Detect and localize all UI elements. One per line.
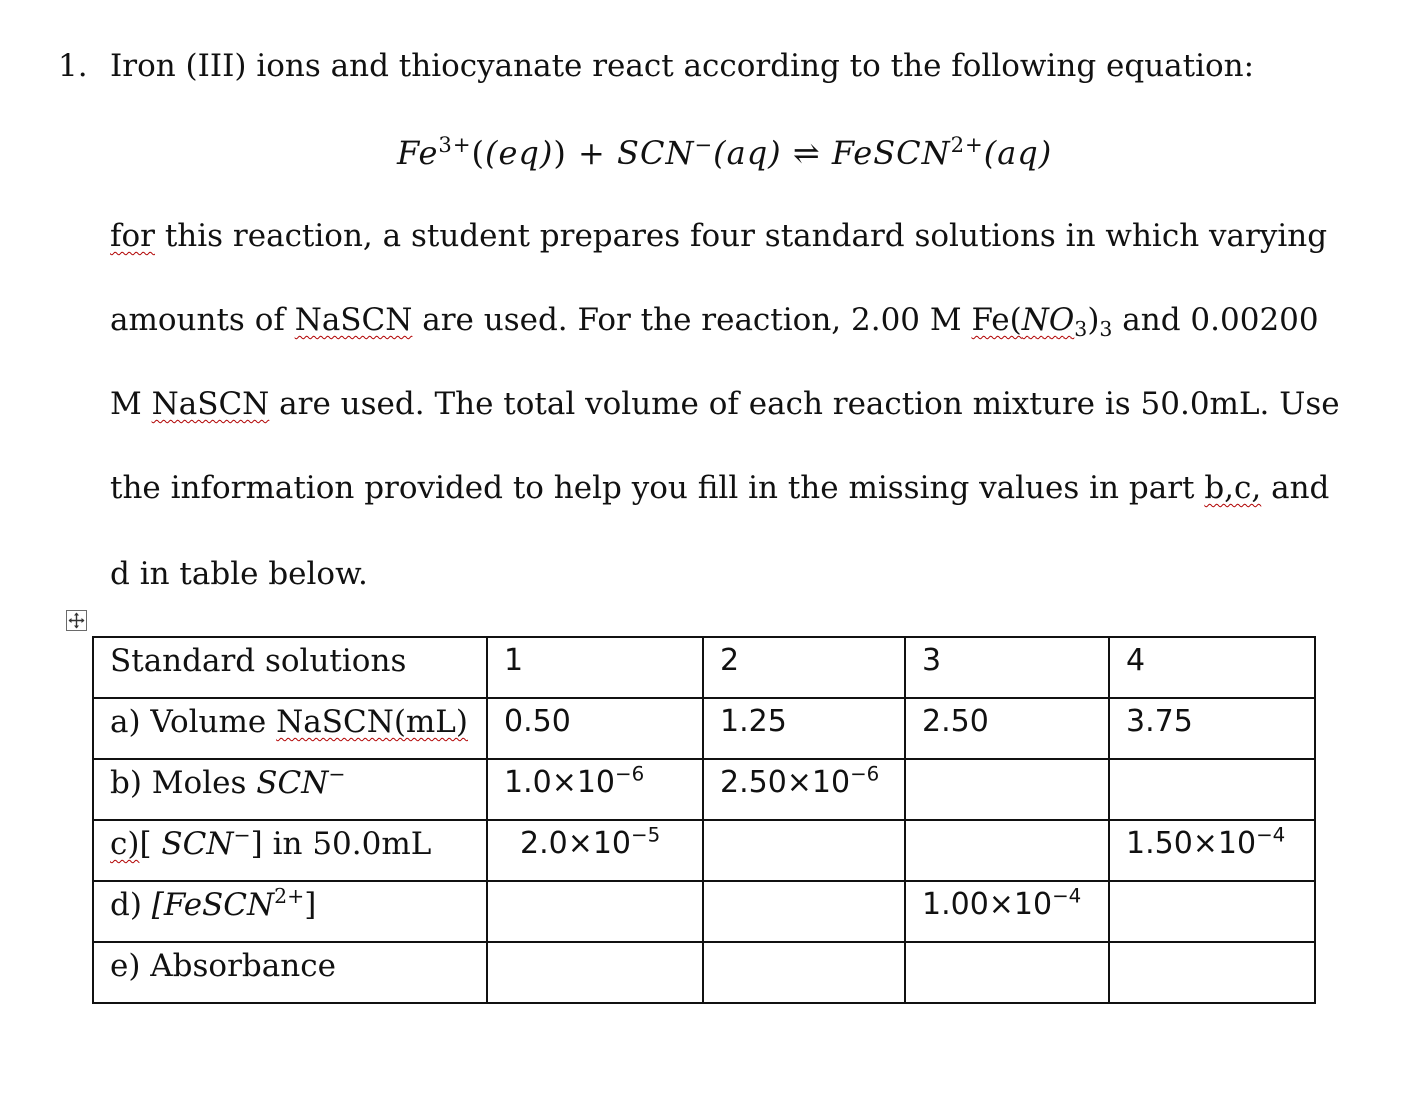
table-cell[interactable]: [93, 698, 487, 759]
row-d-label: [110, 882, 470, 921]
paragraph-line-3: [110, 386, 1340, 422]
paragraph-line-4: [110, 470, 1329, 506]
eq-equilibrium-arrow: ⇌: [792, 134, 821, 172]
row-c-label-bracket: [: [139, 826, 162, 862]
paragraph-line-5: d in table below.: [110, 556, 368, 592]
spell-flag-c: c): [110, 826, 140, 862]
table-cell[interactable]: [1109, 637, 1315, 698]
eq-fe-state: ((eq)): [471, 134, 567, 172]
row-b-value-1: [504, 760, 686, 798]
row-b-label-charge: −: [328, 762, 346, 787]
row-a-value-4: 3.75: [1126, 704, 1193, 739]
paragraph-line-2-c: are used. For the reaction, 2.00 M: [412, 302, 972, 338]
header-col-1: 1: [504, 643, 524, 678]
paragraph-line-1-text: this reaction, a student prepares four standard solutions in which varying: [154, 218, 1328, 254]
table-cell[interactable]: [905, 637, 1109, 698]
table-cell[interactable]: [703, 637, 905, 698]
row-b-value-2: [720, 760, 888, 798]
row-a-label-a: a) Volume: [110, 704, 277, 740]
table-cell[interactable]: [703, 698, 905, 759]
paragraph-line-3-a: M: [110, 386, 152, 422]
table-cell[interactable]: [905, 698, 1109, 759]
table-cell[interactable]: [93, 637, 487, 698]
paragraph-line-4-c: and: [1261, 470, 1330, 506]
table-cell[interactable]: [703, 881, 905, 942]
row-c-value-4-exponent: −4: [1256, 823, 1286, 847]
row-c-label-charge: −: [233, 823, 251, 848]
table-row: [93, 637, 1315, 698]
row-b-label-scn: SCN: [256, 765, 329, 801]
fe-nitrate-fe: Fe(: [971, 302, 1022, 338]
paragraph-line-2-a: amounts of: [110, 302, 295, 338]
row-c-value-1-mantissa: 2.0×10: [520, 826, 632, 861]
table-cell[interactable]: [487, 698, 703, 759]
table-cell[interactable]: [703, 820, 905, 881]
table-cell[interactable]: [93, 881, 487, 942]
row-a-label: [110, 699, 470, 738]
standard-solutions-table: [92, 636, 1316, 1004]
eq-fe: Fe: [397, 134, 439, 172]
row-b-label: [110, 760, 470, 799]
row-d-label-a: d): [110, 887, 152, 923]
question-intro: Iron (III) ions and thiocyanate react according to the following equation:: [110, 48, 1255, 84]
row-d-value-3-exponent: −4: [1052, 884, 1082, 908]
table-cell[interactable]: [93, 759, 487, 820]
table-row: [93, 820, 1315, 881]
table-cell[interactable]: [703, 759, 905, 820]
question-number: 1.: [58, 48, 88, 84]
eq-scn-charge: −: [694, 131, 714, 157]
row-c-value-4-mantissa: 1.50×10: [1126, 826, 1257, 861]
table-cell[interactable]: [1109, 759, 1315, 820]
fe-nitrate-no: NO: [1021, 302, 1075, 338]
row-d-label-c: ]: [304, 887, 317, 923]
table-row: [93, 698, 1315, 759]
table-cell[interactable]: [93, 820, 487, 881]
table-row: [93, 881, 1315, 942]
table-cell[interactable]: [1109, 698, 1315, 759]
row-b-label-a: b) Moles: [110, 765, 257, 801]
table-move-handle-icon[interactable]: [66, 610, 87, 631]
row-c-value-1-exponent: −5: [631, 823, 661, 847]
paragraph-line-3-c: are used. The total volume of each reaction mixture is 50.0mL. Use: [269, 386, 1340, 422]
row-e-label: e) Absorbance: [110, 948, 336, 984]
spell-flag-nascn-1: NaSCN: [294, 302, 413, 338]
row-c-label: [110, 821, 470, 860]
table-cell[interactable]: [703, 942, 905, 1003]
row-c-label-d: ] in 50.0mL: [250, 826, 432, 862]
header-col-3: 3: [922, 643, 942, 678]
paragraph-line-4-a: the information provided to help you fill in the missing values in part: [110, 470, 1205, 506]
row-d-value-3-mantissa: 1.00×10: [922, 887, 1053, 922]
table-cell[interactable]: [1109, 820, 1315, 881]
row-b-value-2-mantissa: 2.50×10: [720, 765, 851, 800]
row-b-value-2-exponent: −6: [850, 762, 880, 786]
reaction-equation: [397, 131, 1053, 172]
row-d-value-3: [922, 882, 1092, 920]
eq-product-charge: 2+: [950, 131, 984, 157]
table-cell[interactable]: [93, 942, 487, 1003]
header-col-4: 4: [1126, 643, 1146, 678]
row-d-label-fescn: [FeSCN: [151, 887, 275, 923]
table-cell[interactable]: [487, 881, 703, 942]
fe-nitrate-sub-2: 3: [1099, 317, 1113, 342]
paragraph-line-2: [110, 302, 1319, 342]
table-cell[interactable]: [487, 820, 703, 881]
table-cell[interactable]: [1109, 942, 1315, 1003]
row-d-label-charge: 2+: [274, 884, 305, 909]
fe-nitrate-sub-1: 3: [1074, 317, 1088, 342]
row-c-label-scn: SCN: [161, 826, 234, 862]
row-c-value-4: [1126, 821, 1298, 859]
row-b-value-1-mantissa: 1.0×10: [504, 765, 616, 800]
paragraph-line-1: [110, 218, 1327, 254]
table-row: [93, 942, 1315, 1003]
eq-product-state: (aq): [983, 134, 1053, 172]
spell-flag-for: for: [110, 218, 155, 254]
table-cell[interactable]: [905, 759, 1109, 820]
eq-fe-state-text: (eq): [485, 134, 554, 172]
eq-scn-state: (aq): [713, 134, 782, 172]
row-a-value-3: 2.50: [922, 704, 989, 739]
row-a-value-2: 1.25: [720, 704, 787, 739]
table-cell[interactable]: [905, 881, 1109, 942]
eq-plus: +: [578, 134, 606, 172]
header-label: Standard solutions: [110, 643, 407, 679]
row-c-value-1: [504, 821, 686, 859]
row-a-value-1: 0.50: [504, 704, 571, 739]
table-cell[interactable]: [1109, 881, 1315, 942]
table-cell[interactable]: [905, 942, 1109, 1003]
table-cell[interactable]: [487, 637, 703, 698]
eq-product: FeSCN: [831, 134, 951, 172]
spell-flag-nascn-ml: NaSCN(mL): [276, 704, 468, 740]
spell-flag-fe-nitrate: [971, 302, 1074, 338]
row-b-value-1-exponent: −6: [615, 762, 645, 786]
paragraph-line-2-i: and 0.00200: [1112, 302, 1319, 338]
spell-flag-bc: b,c,: [1204, 470, 1262, 506]
table-cell[interactable]: [905, 820, 1109, 881]
fe-nitrate-paren: ): [1087, 302, 1100, 338]
spell-flag-nascn-2: NaSCN: [151, 386, 270, 422]
header-col-2: 2: [720, 643, 740, 678]
eq-fe-charge: 3+: [438, 131, 472, 157]
table-cell[interactable]: [487, 759, 703, 820]
table-cell[interactable]: [487, 942, 703, 1003]
eq-scn: SCN: [617, 134, 695, 172]
table-row: [93, 759, 1315, 820]
